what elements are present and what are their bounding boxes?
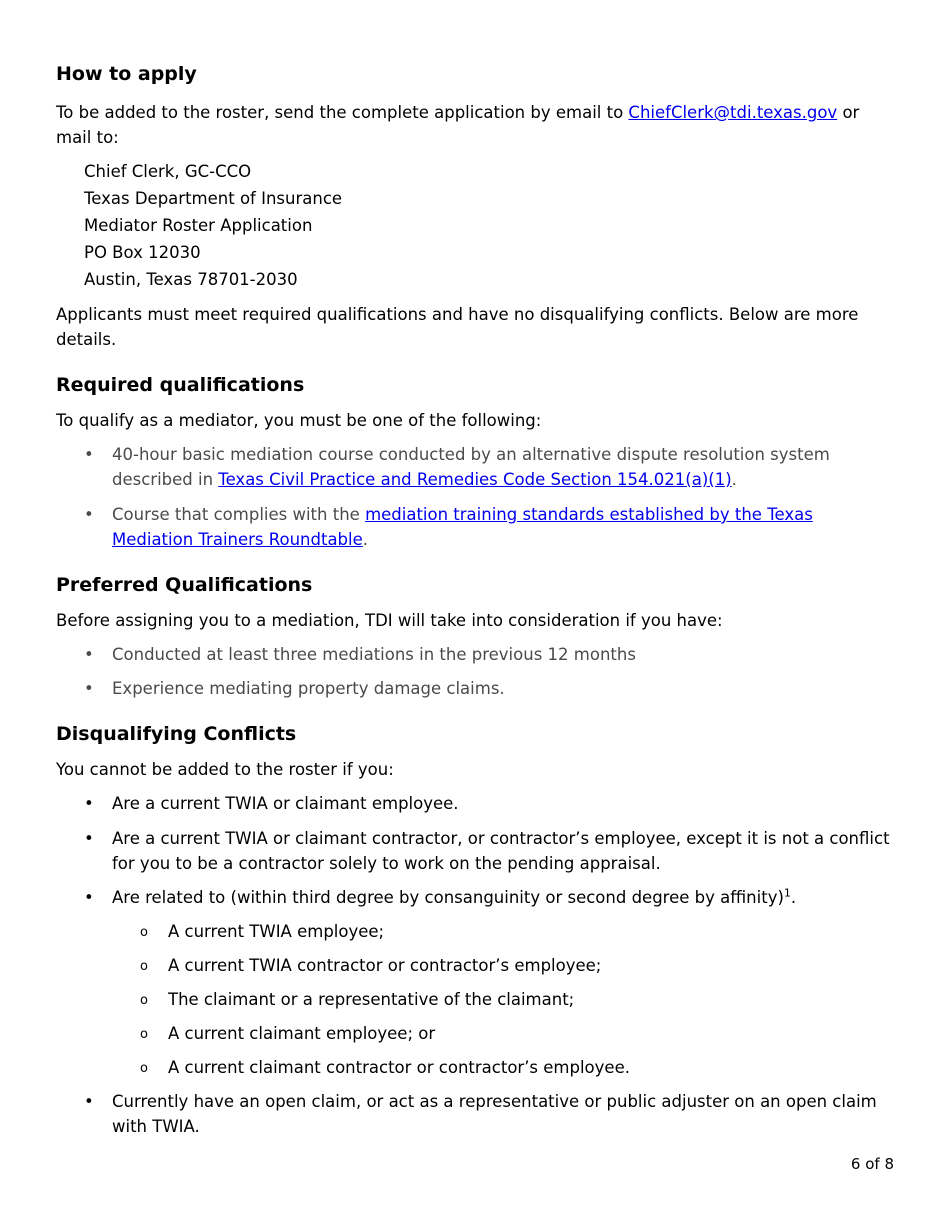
bullet-icon: • bbox=[84, 1092, 94, 1111]
required-list bbox=[84, 442, 896, 552]
preferred-intro: Before assigning you to a mediation, TDI will take into consideration if you have: bbox=[56, 611, 723, 630]
preferred-list bbox=[84, 642, 896, 701]
address-line: Austin, Texas 78701-2030 bbox=[84, 270, 298, 289]
bullet-icon: • bbox=[84, 505, 94, 524]
mediation-training-standards-link[interactable]: mediation training standards established by the Texas Mediation Trainers Roundtable bbox=[112, 505, 813, 549]
civil-practice-code-link[interactable]: Texas Civil Practice and Remedies Code Section 154.021(a)(1) bbox=[218, 470, 732, 489]
list-item: • Conducted at least three mediations in the previous 12 months bbox=[84, 642, 896, 667]
address-line: Chief Clerk, GC-CCO bbox=[84, 162, 252, 181]
circle-bullet-icon: o bbox=[140, 993, 148, 1008]
circle-bullet-icon: o bbox=[140, 1061, 148, 1076]
bullet-icon: • bbox=[84, 888, 94, 907]
document-page bbox=[56, 0, 896, 1230]
address-line: PO Box 12030 bbox=[84, 243, 201, 262]
how-to-apply-closing: Applicants must meet required qualifications and have no disqualifying conflicts. Below are more details. bbox=[56, 305, 859, 349]
bullet-icon: • bbox=[84, 794, 94, 813]
conflicts-intro: You cannot be added to the roster if you: bbox=[56, 760, 394, 779]
how-to-apply-intro: To be added to the roster, send the complete application by email to ChiefClerk@tdi.texas.gov or mail to: bbox=[56, 103, 860, 147]
heading-required-qualifications: Required qualifications bbox=[56, 374, 305, 396]
bullet-icon: • bbox=[84, 829, 94, 848]
list-item: • 40-hour basic mediation course conducted by an alternative dispute resolution system described in Texas Civil Practice and Remedies Code Section 154.021(a)(1). bbox=[84, 442, 896, 492]
circle-bullet-icon: o bbox=[140, 959, 148, 974]
heading-preferred-qualifications: Preferred Qualifications bbox=[56, 574, 313, 596]
footnote-marker: 1 bbox=[783, 886, 791, 900]
chief-clerk-email-link[interactable]: ChiefClerk@tdi.texas.gov bbox=[628, 103, 838, 122]
list-item: • Are a current TWIA or claimant employee. bbox=[84, 791, 896, 816]
required-intro: To qualify as a mediator, you must be one of the following: bbox=[56, 411, 542, 430]
conflicts-list-top bbox=[84, 791, 896, 910]
list-item: o The claimant or a representative of the claimant; bbox=[140, 987, 630, 1012]
heading-disqualifying-conflicts: Disqualifying Conflicts bbox=[56, 723, 297, 745]
bullet-icon: • bbox=[84, 445, 94, 464]
list-item: • Course that complies with the mediation training standards established by the Texas Mediation Trainers Roundtable. bbox=[84, 502, 896, 552]
list-item: o A current claimant contractor or contractor’s employee. bbox=[140, 1055, 630, 1080]
list-item: • Are related to (within third degree by consanguinity or second degree by affinity)$^1$. bbox=[84, 885, 896, 910]
mailing-address bbox=[84, 158, 342, 293]
list-item: • Currently have an open claim, or act as a representative or public adjuster on an open claim with TWIA. bbox=[84, 1089, 896, 1139]
conflicts-list-bottom bbox=[84, 1089, 896, 1139]
list-item: • Are a current TWIA or claimant contractor, or contractor’s employee, except it is not a conflict for you to be a contractor solely to work on the pending appraisal. bbox=[84, 826, 896, 876]
page-number: 6 of 8 bbox=[850, 1155, 894, 1173]
related-persons-list bbox=[140, 919, 630, 1080]
list-item: o A current TWIA contractor or contractor’s employee; bbox=[140, 953, 630, 978]
list-item: o A current claimant employee; or bbox=[140, 1021, 630, 1046]
list-item: • Experience mediating property damage claims. bbox=[84, 676, 896, 701]
circle-bullet-icon: o bbox=[140, 1027, 148, 1042]
address-line: Texas Department of Insurance bbox=[84, 189, 343, 208]
bullet-icon: • bbox=[84, 679, 94, 698]
address-line: Mediator Roster Application bbox=[84, 216, 313, 235]
circle-bullet-icon: o bbox=[140, 925, 148, 940]
bullet-icon: • bbox=[84, 645, 94, 664]
heading-how-to-apply: How to apply bbox=[56, 63, 197, 85]
list-item: o A current TWIA employee; bbox=[140, 919, 630, 944]
